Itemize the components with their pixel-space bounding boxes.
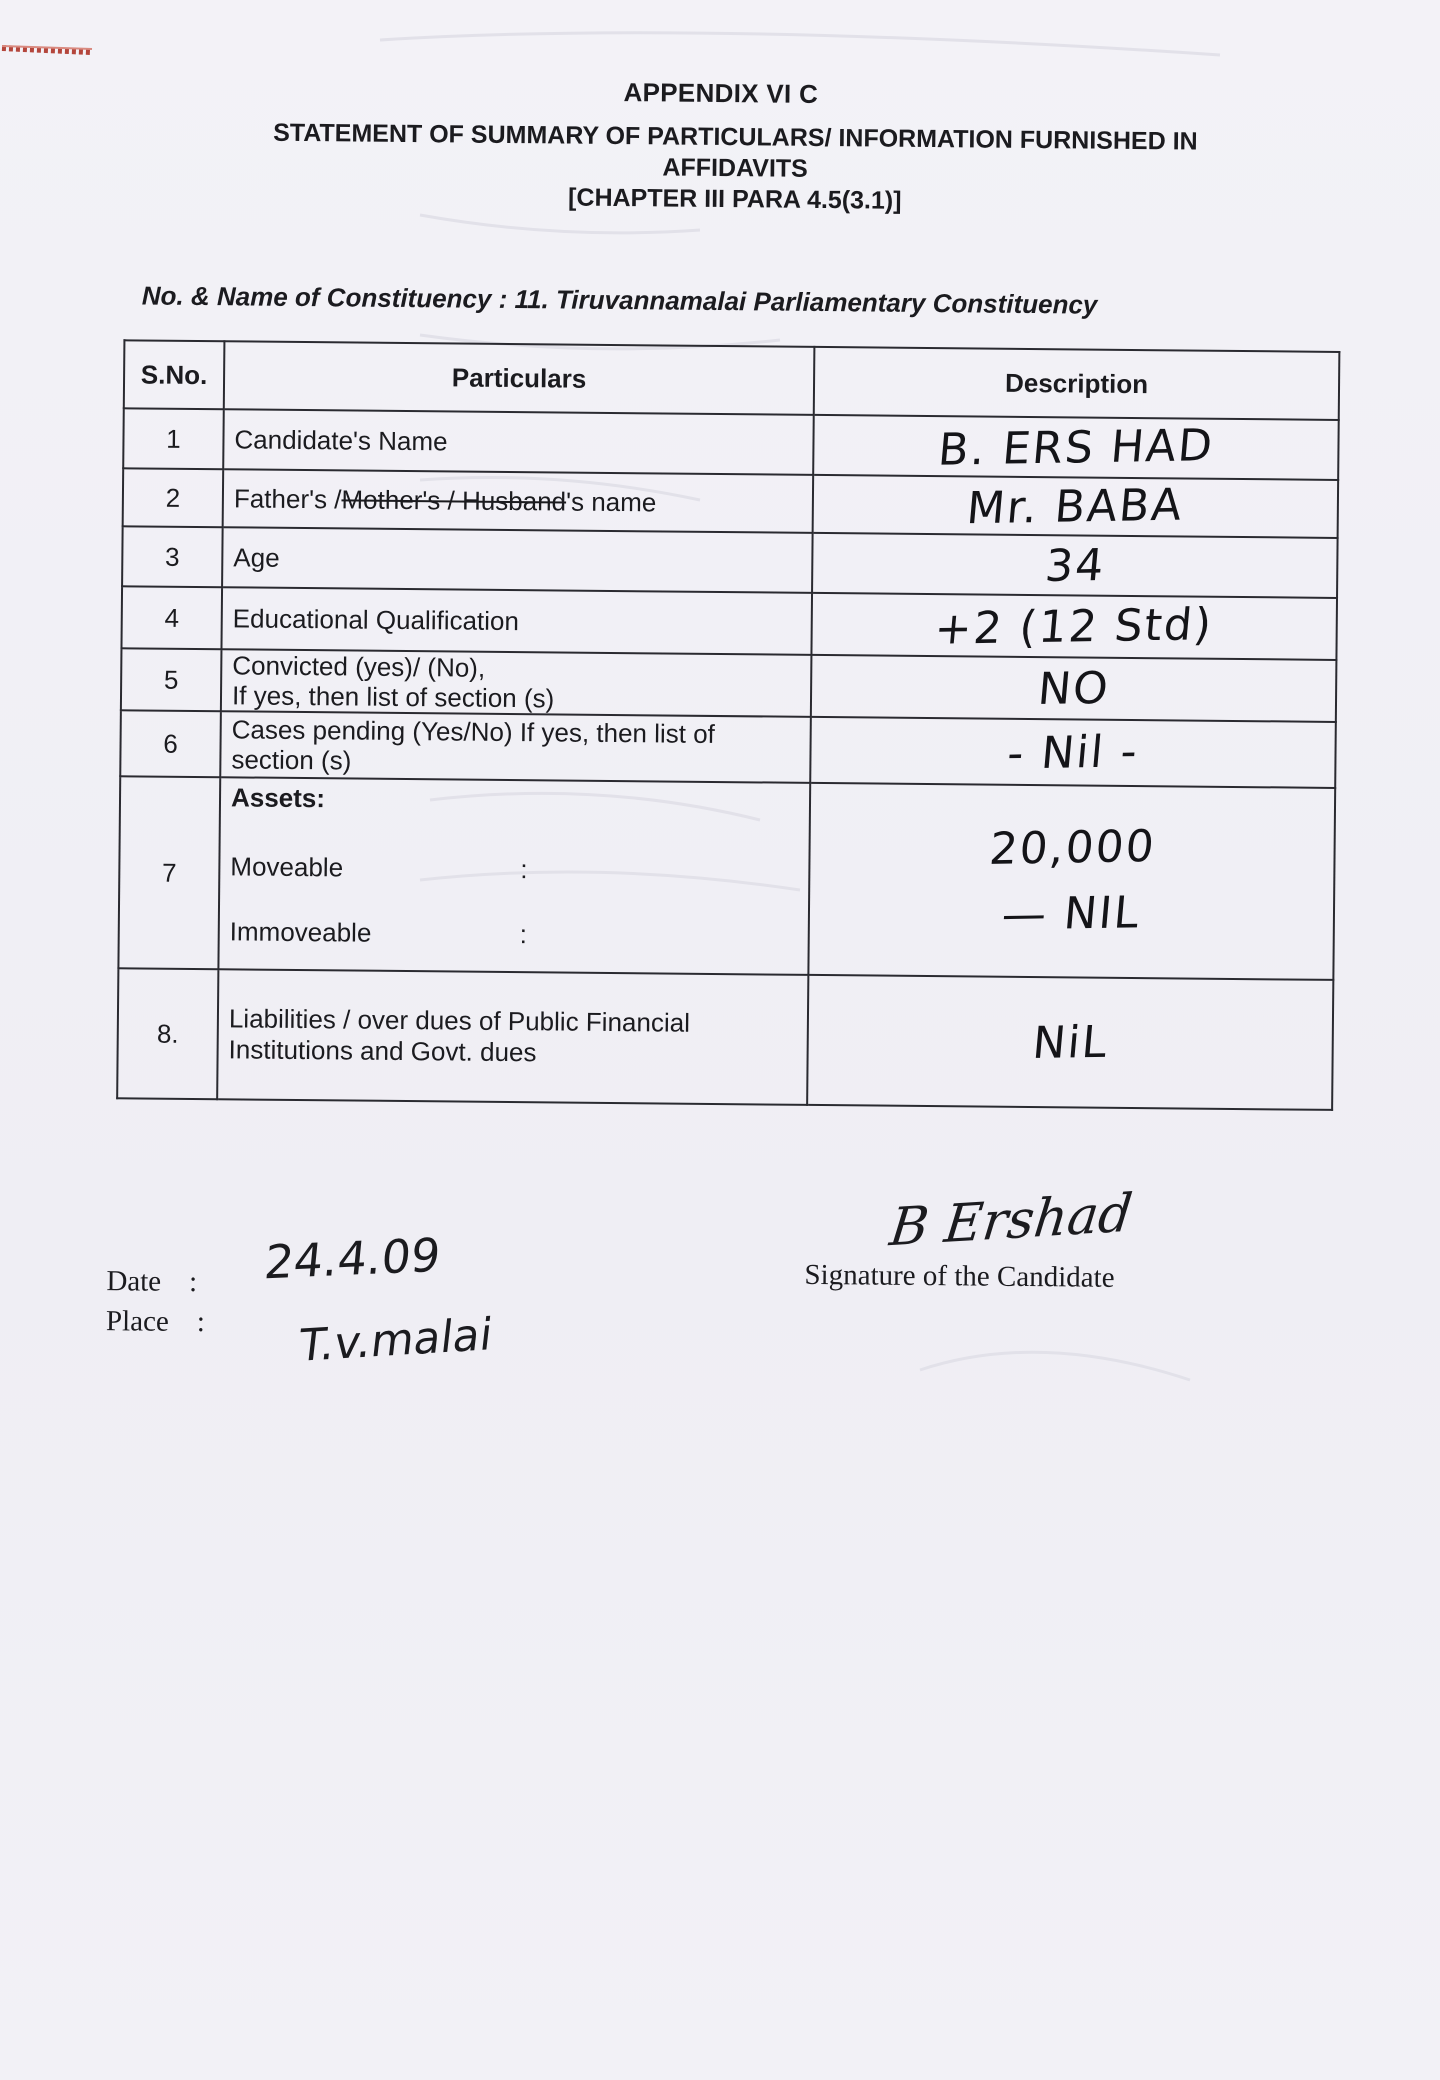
particular-line: Convicted (yes)/ (No), bbox=[232, 650, 486, 683]
handwritten-date: 24.4.09 bbox=[262, 1227, 443, 1290]
signature-label: Signature of the Candidate bbox=[804, 1258, 1115, 1294]
statement-title-text: STATEMENT OF SUMMARY OF PARTICULARS/ INFORMATION FURNISHED IN AFFIDAVITS bbox=[273, 118, 1198, 183]
age-value: 34 bbox=[1042, 539, 1108, 592]
particular-label bbox=[223, 469, 814, 533]
row-number: 2 bbox=[123, 468, 224, 527]
colon: : bbox=[519, 919, 528, 950]
handwritten-value bbox=[807, 975, 1333, 1110]
handwritten-value bbox=[811, 655, 1337, 722]
place-label: Place bbox=[105, 1305, 169, 1338]
handwritten-value bbox=[808, 783, 1335, 980]
table-header-row bbox=[124, 340, 1340, 420]
row-number: 1 bbox=[123, 408, 224, 469]
handwritten-value bbox=[813, 415, 1339, 480]
column-header-description: Description bbox=[814, 347, 1340, 420]
assets-particulars bbox=[218, 777, 810, 975]
colon: : bbox=[520, 854, 528, 885]
immoveable-value: — NIL bbox=[1000, 887, 1143, 941]
particular-label-part: Father's / bbox=[233, 482, 342, 514]
table-row bbox=[121, 586, 1337, 660]
particular-label-part: 's name bbox=[565, 486, 657, 517]
parent-name-value: Mr. BABA bbox=[964, 479, 1186, 534]
particular-label: Educational Qualification bbox=[221, 587, 812, 655]
moveable-row bbox=[230, 851, 798, 887]
row-number: 6 bbox=[120, 710, 221, 777]
convicted-value: NO bbox=[1035, 662, 1112, 715]
liabilities-value: NiL bbox=[1030, 1016, 1111, 1069]
row-number: 4 bbox=[121, 586, 222, 649]
handwritten-value bbox=[810, 717, 1336, 788]
colon: : bbox=[196, 1306, 206, 1339]
particulars-table bbox=[116, 339, 1340, 1111]
assets-heading: Assets: bbox=[230, 782, 326, 814]
handwritten-place: T.v.malai bbox=[296, 1308, 496, 1372]
handwritten-value bbox=[813, 475, 1339, 538]
table-row bbox=[117, 968, 1333, 1110]
particular-label bbox=[221, 649, 812, 717]
struck-out-text: Mother's / Husband bbox=[341, 483, 567, 517]
candidate-name-value: B. ERS HAD bbox=[935, 419, 1216, 476]
particular-label: Cases pending (Yes/No) If yes, then list of section (s) bbox=[220, 711, 811, 783]
date-place-labels bbox=[106, 1261, 218, 1342]
particular-line: If yes, then list of section (s) bbox=[231, 680, 555, 714]
cases-pending-value: - Nil - bbox=[1005, 725, 1141, 780]
particular-label: Candidate's Name bbox=[223, 409, 814, 475]
moveable-value: 20,000 bbox=[986, 820, 1158, 875]
education-value: +2 (12 Std) bbox=[932, 598, 1216, 655]
column-header-particulars: Particulars bbox=[224, 341, 815, 415]
candidate-signature: B Ershad bbox=[886, 1183, 1136, 1259]
table-row bbox=[121, 648, 1337, 722]
immoveable-label: Immoveable bbox=[229, 916, 372, 948]
colon: : bbox=[188, 1265, 198, 1299]
particular-label: Age bbox=[222, 527, 813, 593]
immoveable-row bbox=[230, 916, 798, 952]
handwritten-value bbox=[811, 593, 1337, 660]
column-header-sno: S.No. bbox=[124, 340, 225, 409]
date-label: Date bbox=[106, 1265, 162, 1298]
row-number: 8. bbox=[117, 968, 218, 1099]
table-row bbox=[120, 710, 1336, 788]
table-row bbox=[118, 776, 1335, 980]
place-label-row bbox=[106, 1301, 217, 1342]
moveable-label: Moveable bbox=[230, 851, 344, 883]
chapter-reference: [CHAPTER III PARA 4.5(3.1)] bbox=[568, 183, 902, 215]
particular-label: Liabilities / over dues of Public Financial Institutions and Govt. dues bbox=[217, 969, 808, 1105]
appendix-heading: APPENDIX VI C bbox=[623, 77, 819, 109]
constituency-line: No. & Name of Constituency : 11. Tiruvannamalai Parliamentary Constituency bbox=[141, 280, 1098, 320]
handwritten-value bbox=[812, 533, 1338, 598]
row-number: 7 bbox=[118, 776, 220, 969]
statement-title bbox=[220, 117, 1251, 220]
row-number: 5 bbox=[121, 648, 222, 711]
row-number: 3 bbox=[122, 526, 223, 587]
date-label-row bbox=[106, 1261, 217, 1302]
